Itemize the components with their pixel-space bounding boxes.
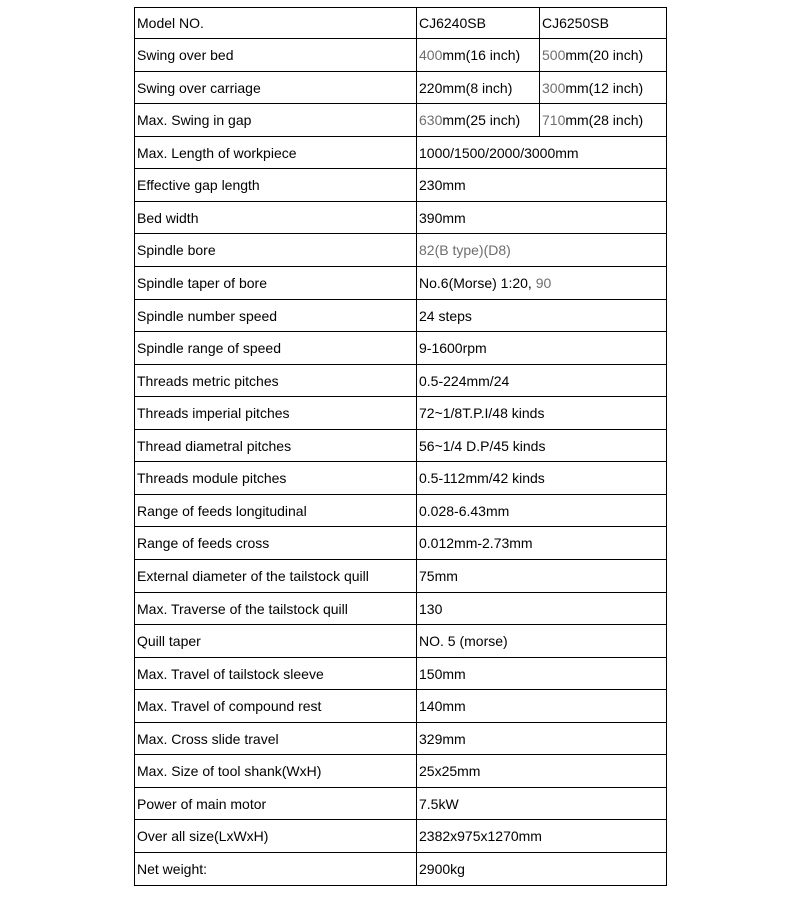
table-row-spindle-taper-of-bore bbox=[135, 267, 667, 300]
value-cell: 150mm bbox=[417, 658, 667, 690]
value-cell: 390mm bbox=[417, 202, 667, 234]
label-cell: Threads imperial pitches bbox=[135, 397, 417, 430]
label-cell: Bed width bbox=[135, 202, 417, 234]
value-cell: 0.028-6.43mm bbox=[417, 495, 667, 527]
value-number: 500 bbox=[542, 47, 566, 63]
value-cell: 25x25mm bbox=[417, 755, 667, 788]
label-cell: Spindle bore bbox=[135, 234, 417, 267]
value-number: 630 bbox=[419, 112, 443, 128]
label-cell: Threads metric pitches bbox=[135, 365, 417, 397]
table-row-net-weight bbox=[135, 853, 667, 886]
value-unit: mm(12 inch) bbox=[565, 79, 644, 96]
value-cell: 2382x975x1270mm bbox=[417, 820, 667, 853]
value-unit: mm(20 inch) bbox=[565, 47, 644, 63]
specifications-table bbox=[134, 7, 667, 886]
table-row-threads-imperial-pitches bbox=[135, 397, 667, 430]
table-row-tailstock-sleeve-travel bbox=[135, 658, 667, 690]
table-row-cross-slide-travel bbox=[135, 723, 667, 755]
value-cell: NO. 5 (morse) bbox=[417, 625, 667, 658]
value-number: 220 bbox=[419, 79, 443, 96]
label-cell: Max. Size of tool shank(WxH) bbox=[135, 755, 417, 788]
table-row-swing-over-carriage bbox=[135, 72, 667, 104]
header-model-a-cell: CJ6240SB bbox=[417, 8, 540, 39]
value-cell: 82(B type)(D8) bbox=[417, 234, 667, 267]
table-row-spindle-range-of-speed bbox=[135, 332, 667, 365]
value-cell: 329mm bbox=[417, 723, 667, 755]
table-row-spindle-number-speed bbox=[135, 300, 667, 332]
table-row-main-motor-power bbox=[135, 788, 667, 820]
label-cell: Power of main motor bbox=[135, 788, 417, 820]
label-cell: Range of feeds longitudinal bbox=[135, 495, 417, 527]
label-cell: Spindle taper of bore bbox=[135, 267, 417, 300]
value-unit: mm(28 inch) bbox=[565, 112, 644, 128]
label-cell: Spindle range of speed bbox=[135, 332, 417, 365]
label-cell: Max. Travel of compound rest bbox=[135, 690, 417, 723]
value-cell: 2900kg bbox=[417, 853, 667, 886]
table-row-range-of-feeds-longitudinal bbox=[135, 495, 667, 527]
value-unit: mm(25 inch) bbox=[442, 112, 521, 128]
table-row-spindle-bore bbox=[135, 234, 667, 267]
label-cell: Thread diametral pitches bbox=[135, 430, 417, 462]
value-number: 400 bbox=[419, 47, 443, 63]
value-cell: 0.5-224mm/24 bbox=[417, 365, 667, 397]
table-row-threads-module-pitches bbox=[135, 462, 667, 495]
value-cell-model-a bbox=[417, 39, 540, 72]
value-cell: 130 bbox=[417, 593, 667, 625]
table-row-tool-shank-size bbox=[135, 755, 667, 788]
value-cell-model-a bbox=[417, 72, 540, 104]
value-tail: 90 bbox=[535, 275, 552, 291]
table-row-threads-metric-pitches bbox=[135, 365, 667, 397]
label-cell: Range of feeds cross bbox=[135, 527, 417, 560]
label-cell: Net weight: bbox=[135, 853, 417, 886]
value-cell-model-b bbox=[540, 72, 667, 104]
value-cell: 72~1/8T.P.I/48 kinds bbox=[417, 397, 667, 430]
value-cell: 56~1/4 D.P/45 kinds bbox=[417, 430, 667, 462]
value-cell-model-b bbox=[540, 39, 667, 72]
label-cell: Max. Swing in gap bbox=[135, 104, 417, 137]
value-cell-model-b bbox=[540, 104, 667, 137]
value-cell bbox=[417, 267, 667, 300]
label-cell: Spindle number speed bbox=[135, 300, 417, 332]
label-cell: Quill taper bbox=[135, 625, 417, 658]
label-cell: Max. Travel of tailstock sleeve bbox=[135, 658, 417, 690]
value-cell: 1000/1500/2000/3000mm bbox=[417, 137, 667, 169]
value-main: No.6(Morse) 1:20, bbox=[419, 275, 536, 291]
label-cell: Max. Cross slide travel bbox=[135, 723, 417, 755]
table-row-tailstock-quill-diameter bbox=[135, 560, 667, 593]
value-cell: 7.5kW bbox=[417, 788, 667, 820]
table-row-tailstock-quill-traverse bbox=[135, 593, 667, 625]
value-cell: 0.012mm-2.73mm bbox=[417, 527, 667, 560]
value-cell: 24 steps bbox=[417, 300, 667, 332]
label-cell: External diameter of the tailstock quill bbox=[135, 560, 417, 593]
table-row-swing-over-bed bbox=[135, 39, 667, 72]
label-cell: Swing over carriage bbox=[135, 72, 417, 104]
value-cell: 230mm bbox=[417, 169, 667, 202]
table-row-effective-gap-length bbox=[135, 169, 667, 202]
label-cell: Swing over bed bbox=[135, 39, 417, 72]
label-cell: Max. Length of workpiece bbox=[135, 137, 417, 169]
value-cell: 9-1600rpm bbox=[417, 332, 667, 365]
value-cell-model-a bbox=[417, 104, 540, 137]
value-cell: 140mm bbox=[417, 690, 667, 723]
table-row-range-of-feeds-cross bbox=[135, 527, 667, 560]
value-unit: mm(8 inch) bbox=[442, 79, 513, 96]
label-cell: Threads module pitches bbox=[135, 462, 417, 495]
value-number: 710 bbox=[542, 112, 566, 128]
value-cell: 75mm bbox=[417, 560, 667, 593]
header-model-b-cell: CJ6250SB bbox=[540, 8, 667, 39]
table-row-overall-size bbox=[135, 820, 667, 853]
value-number: 300 bbox=[542, 79, 566, 96]
table-row-compound-rest-travel bbox=[135, 690, 667, 723]
table-row-bed-width bbox=[135, 202, 667, 234]
table-row-max-length-of-workpiece bbox=[135, 137, 667, 169]
table-row-thread-diametral-pitches bbox=[135, 430, 667, 462]
value-unit: mm(16 inch) bbox=[442, 47, 521, 63]
label-cell: Over all size(LxWxH) bbox=[135, 820, 417, 853]
label-cell: Max. Traverse of the tailstock quill bbox=[135, 593, 417, 625]
table-row-quill-taper bbox=[135, 625, 667, 658]
label-cell: Effective gap length bbox=[135, 169, 417, 202]
table-row-header bbox=[135, 8, 667, 39]
table-row-max-swing-in-gap bbox=[135, 104, 667, 137]
value-cell: 0.5-112mm/42 kinds bbox=[417, 462, 667, 495]
header-label-cell: Model NO. bbox=[135, 8, 417, 39]
